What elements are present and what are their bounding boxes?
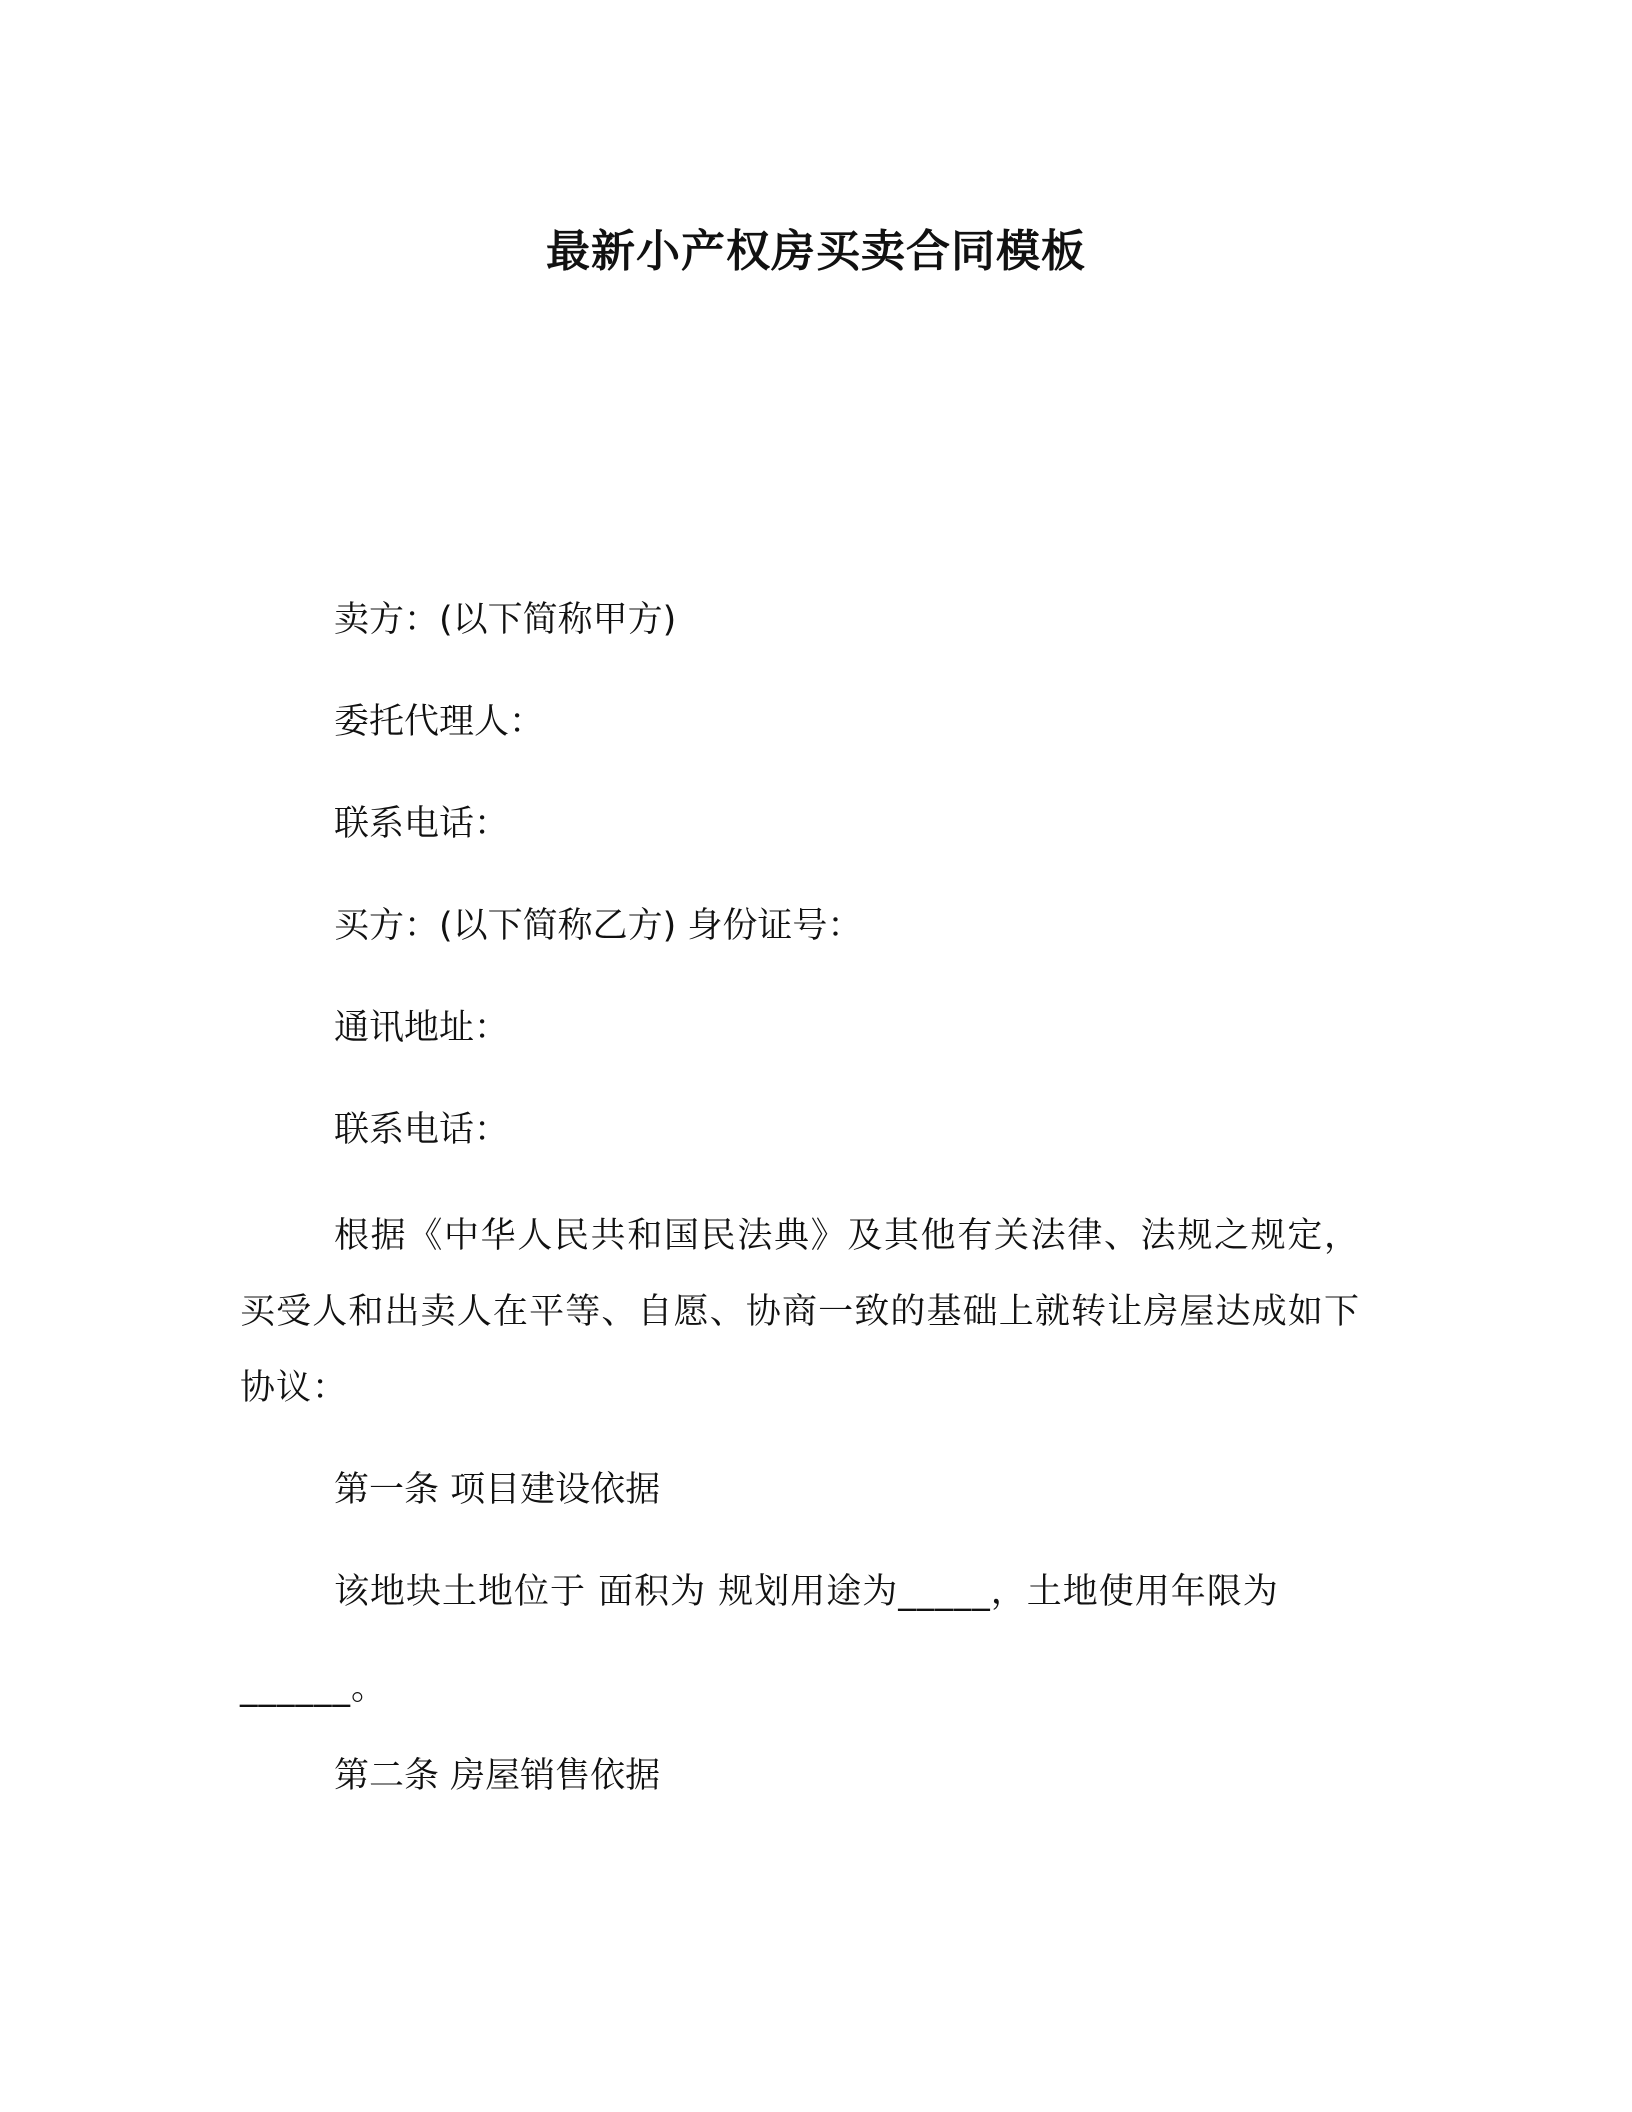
article-2-heading: 第二条 房屋销售依据 bbox=[334, 1756, 661, 1796]
article-1-body: 该地块土地位于 面积为 规划用途为_____，土地使用年限为______。 bbox=[240, 1572, 1279, 1708]
agent-line: 委托代理人： bbox=[334, 702, 545, 742]
preamble-paragraph: 根据《中华人民共和国民法典》及其他有关法律、法规之规定，买受人和出卖人在平等、自愿、协商一致的基础上就转让房屋达成如下协议： bbox=[240, 1216, 1360, 1408]
seller-line: 卖方：(以下简称甲方) bbox=[334, 600, 677, 640]
address-line: 通讯地址： bbox=[334, 1008, 510, 1048]
seller-phone-line: 联系电话： bbox=[334, 804, 510, 844]
buyer-line: 买方：(以下简称乙方) 身份证号： bbox=[334, 906, 863, 946]
buyer-phone-line: 联系电话： bbox=[334, 1110, 510, 1150]
document-title: 最新小产权房买卖合同模板 bbox=[546, 226, 1086, 277]
article-1-heading: 第一条 项目建设依据 bbox=[334, 1470, 661, 1510]
